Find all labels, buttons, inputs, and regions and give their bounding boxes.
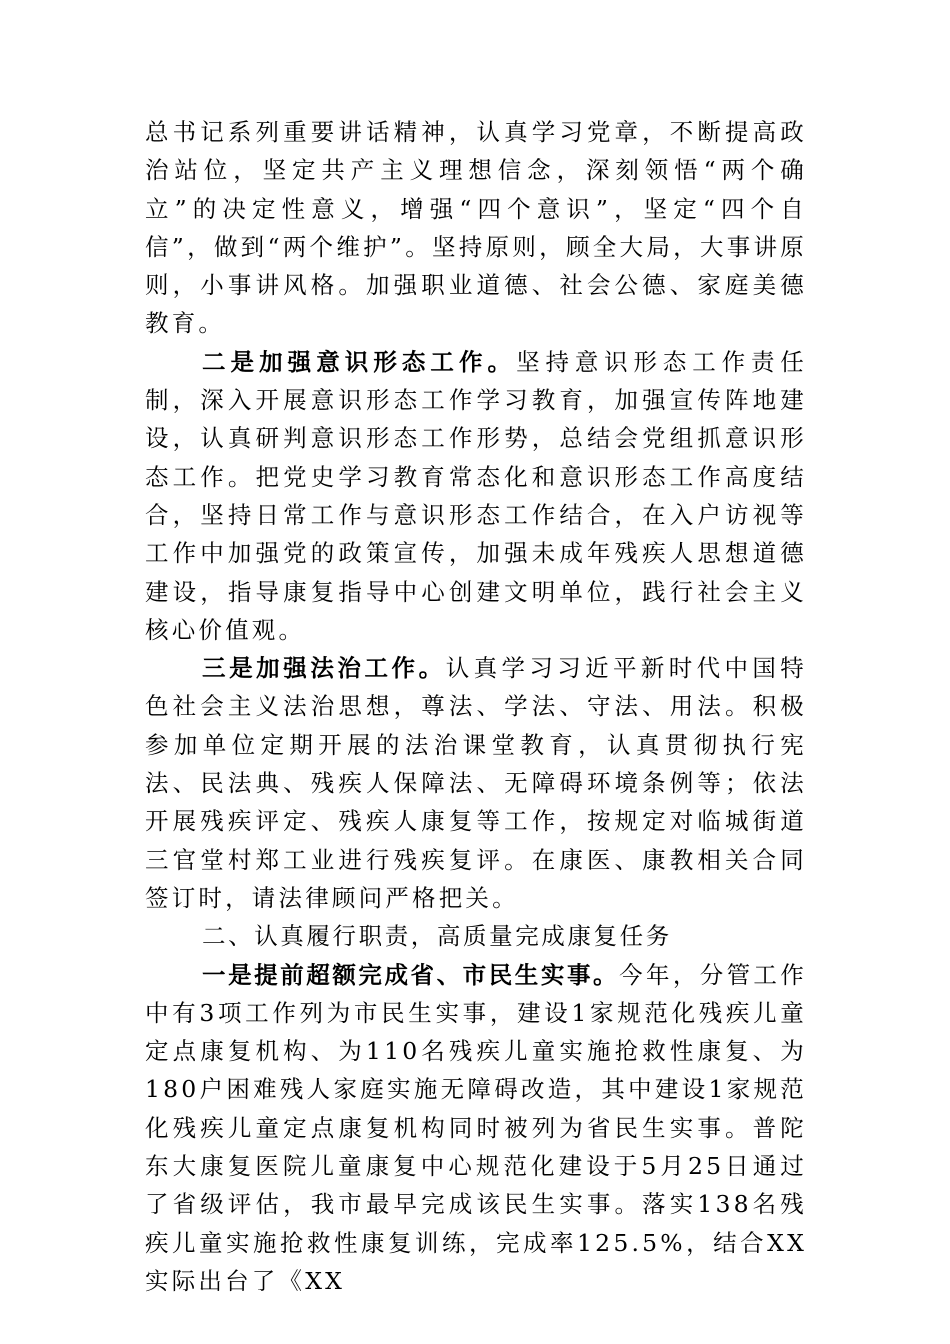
paragraph-livelihood-projects-text: 今年，分管工作中有3项工作列为市民生实事，建设1家规范化残疾儿童定点康复机构、为110名残疾儿童实施抢救性康复、为180户困难残人家庭实施无障碍改造，其中建设1家规范化残疾儿童定点康复机构同时被列为省民生实事。普陀东大康复医院儿童康复中心规范化建设于5月25日通过了省级评估，我市最早完成该民生实事。落实138名残疾儿童实施抢救性康复训练，完成率125.5%，结合XX实际出台了《XX	[145, 960, 807, 1295]
paragraph-livelihood-projects-lead: 一是提前超额完成省、市民生实事。	[202, 960, 620, 989]
paragraph-rule-of-law-work	[145, 649, 807, 917]
paragraph-ideology-work-lead: 二是加强意识形态工作。	[202, 347, 517, 376]
paragraph-livelihood-projects	[145, 956, 807, 1301]
section-heading: 二、认真履行职责，高质量完成康复任务	[202, 922, 672, 951]
paragraph-rule-of-law-work-lead: 三是加强法治工作。	[202, 654, 446, 683]
paragraph-rule-of-law-work-text: 认真学习习近平新时代中国特色社会主义法治思想，尊法、学法、守法、用法。积极参加单位定期开展的法治课堂教育，认真贯彻执行宪法、民法典、残疾人保障法、无障碍环境条例等；依法开展残疾评定、残疾人康复等工作，按规定对临城街道三官堂村郑工业进行残疾复评。在康医、康教相关合同签订时，请法律顾问严格把关。	[145, 654, 807, 912]
paragraph-ideology-work-text: 坚持意识形态工作责任制，深入开展意识形态工作学习教育，加强宣传阵地建设，认真研判意识形态工作形势，总结会党组抓意识形态工作。把党史学习教育常态化和意识形态工作高度结合，坚持日常工作与意识形态工作结合，在入户访视等工作中加强党的政策宣传，加强未成年残疾人思想道德建设，指导康复指导中心创建文明单位，践行社会主义核心价值观。	[145, 347, 808, 644]
paragraph-ideology-work	[145, 343, 807, 649]
paragraph-1	[145, 113, 807, 343]
paragraph-1-text: 总书记系列重要讲话精神，认真学习党章，不断提高政治站位，坚定共产主义理想信念，深刻领悟“两个确立”的决定性意义，增强“四个意识”，坚定“四个自信”，做到“两个维护”。坚持原则，顾全大局，大事讲原则，小事讲风格。加强职业道德、社会公德、家庭美德教育。	[145, 118, 807, 338]
document-body	[145, 113, 807, 1300]
